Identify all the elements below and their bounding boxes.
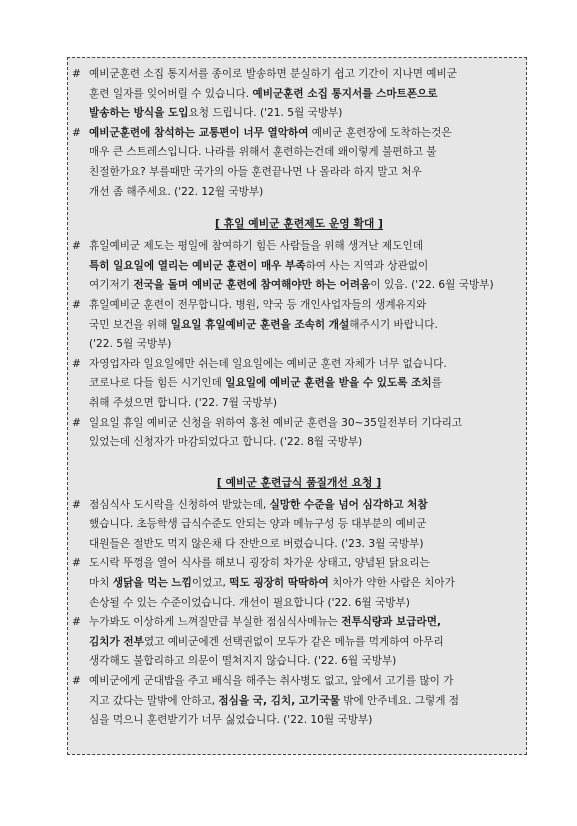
text-line [89, 535, 528, 555]
hash-bullet: # [72, 498, 81, 511]
body-text: 손상될 수 있는 수준이었습니다. 개선이 필요합니다 ('22. 6월 국방부) [89, 596, 410, 609]
body-text: 자영업자라 일요일에만 쉬는데 일요일에는 예비군 훈련 자체가 너무 없습니다. [89, 357, 447, 370]
text-line [89, 692, 528, 712]
body-text: 휴일예비군 훈련이 전무합니다. 병원, 약국 등 개인사업자들의 생계유지와 [89, 298, 427, 311]
body-text: 친절한가요? 부를때만 국가의 아들 훈련끝나면 나 몰라라 하지 말고 처우 [89, 165, 422, 178]
petition-item [70, 672, 528, 731]
petition-item [70, 237, 528, 296]
text-line [89, 65, 528, 85]
body-text: 점심식사 도시락을 신청하여 받았는데, [89, 498, 270, 511]
text-line [89, 276, 528, 296]
text-line [89, 574, 528, 594]
hash-bullet: # [72, 126, 81, 139]
body-text: 개선 좀 해주세요. ('22. 12월 국방부) [89, 185, 264, 198]
body-text: 마치 [89, 577, 113, 590]
body-text: 국민 보건을 위해 [89, 318, 171, 331]
text-line [89, 672, 528, 692]
text-line [89, 296, 528, 316]
emphasis-text: 전국을 돌며 예비군 훈련에 참여해야만 하는 어려움 [133, 279, 371, 292]
text-line [89, 613, 528, 633]
emphasis-text: 생닭을 먹는 느낌 [112, 577, 192, 590]
body-text: 심을 먹으니 훈련받기가 너무 싫었습니다. ('22. 10월 국방부) [89, 714, 373, 727]
section-holiday-training [70, 237, 528, 453]
emphasis-text: 발송하는 방식을 도입 [89, 107, 189, 120]
hash-bullet: # [72, 416, 81, 429]
text-line [89, 633, 528, 653]
body-text: 했습니다. 초등학생 급식수준도 안되는 양과 메뉴구성 등 대부분의 예비군 [89, 518, 427, 531]
hash-bullet: # [72, 240, 81, 253]
hash-bullet: # [72, 298, 81, 311]
body-text: 훈련 일자를 잊어버릴 수 있습니다. [89, 87, 253, 100]
section-intro [70, 65, 528, 202]
text-line [89, 257, 528, 277]
text-line [89, 711, 528, 731]
body-text: 밖에 안주네요. 그렇게 점 [339, 694, 460, 707]
body-text: 치아가 약한 사람은 치아가 [328, 577, 455, 590]
text-line [89, 594, 528, 614]
text-line [89, 652, 528, 672]
body-text: 예비군 훈련장에 도착하는것은 [308, 126, 452, 139]
emphasis-text: 떡도 굉장히 딱딱하여 [229, 577, 329, 590]
emphasis-text: 점심을 국, 김치, 고기국물 [218, 694, 340, 707]
body-text: 도시락 뚜껑을 열어 식사를 해보니 굉장히 차가운 상태고, 양념된 닭요리는 [89, 557, 430, 570]
emphasis-text: 일요일에 예비군 훈련을 받을 수 있도록 조치 [225, 377, 432, 390]
body-text: 있었는데 신청자가 마감되었다고 합니다. ('22. 8월 국방부) [89, 436, 363, 449]
text-line [89, 433, 528, 453]
body-text: 일요일 휴일 예비군 신청을 위하여 홍천 예비군 훈련을 30~35일전부터 기다리고 [89, 416, 463, 429]
emphasis-text: 일요일 휴일예비군 훈련을 조속히 개설 [170, 318, 350, 331]
body-text: 누가봐도 이상하게 느껴질만큼 부실한 점심식사메뉴는 [89, 616, 342, 629]
petition-item [70, 613, 528, 672]
petition-item [70, 554, 528, 613]
body-text: 대원들은 절반도 먹지 않은채 다 잔반으로 버렸습니다. ('23. 3월 국방부) [89, 537, 424, 550]
body-text: 취해 주셨으면 합니다. ('22. 7월 국방부) [89, 396, 278, 409]
text-line [89, 183, 528, 203]
petition-item [70, 124, 528, 202]
text-line [89, 237, 528, 257]
body-text: 를 [431, 377, 442, 390]
body-text: 요청 드립니다. ('21. 5월 국방부) [188, 107, 343, 120]
body-text: 매우 큰 스트레스입니다. 나라를 위해서 훈련하는건데 왜이렇게 불편하고 불 [89, 146, 437, 159]
body-text: 였고 예비군에겐 선택권없이 모두가 같은 메뉴를 먹게하여 아무리 [143, 635, 444, 648]
body-text: 하여 사는 지역과 상관없이 [305, 259, 429, 272]
hash-bullet: # [72, 557, 81, 570]
text-line [89, 515, 528, 535]
text-line [89, 554, 528, 574]
text-line [89, 335, 528, 355]
text-line [89, 124, 528, 144]
text-line [89, 104, 528, 124]
text-line [89, 374, 528, 394]
body-text: 이었고, [191, 577, 230, 590]
section-heading-meal-quality: [ 예비군 훈련급식 품질개선 요청 ] [216, 475, 382, 489]
body-text: 예비군에게 군대밥을 주고 배식을 해주는 취사병도 없고, 앞에서 고기를 많이 가 [89, 675, 454, 688]
petition-item [70, 355, 528, 414]
section-meal-quality [70, 496, 528, 731]
section-heading-holiday-training: [ 휴일 예비군 훈련제도 운영 확대 ] [214, 217, 383, 231]
petition-item [70, 496, 528, 555]
text-line [89, 85, 528, 105]
petition-item [70, 65, 528, 124]
body-text: ('22. 5월 국방부) [89, 338, 172, 351]
body-text: 이 있음. ('22. 6월 국방부) [370, 279, 494, 292]
emphasis-text: 김치가 전부 [89, 635, 144, 648]
text-line [89, 355, 528, 375]
body-text: 예비군훈련 소집 통지서를 종이로 발송하면 분실하기 쉽고 기간이 지나면 예비군 [89, 68, 458, 80]
petition-item [70, 414, 528, 453]
body-text: 코로나로 다들 힘든 시기인데 [89, 377, 226, 390]
body-text: 생각해도 불합리하고 의문이 떨쳐지지 않습니다. ('22. 6월 국방부) [89, 655, 397, 668]
hash-bullet: # [72, 357, 81, 370]
text-line [89, 496, 528, 516]
emphasis-text: 실망한 수준을 넘어 심각하고 처참 [269, 498, 428, 511]
body-text: 휴일예비군 제도는 평일에 참여하기 힘든 사람들을 위해 생겨난 제도인데 [89, 240, 423, 253]
emphasis-text: 특히 일요일에 열리는 예비군 훈련이 매우 부족 [89, 259, 306, 272]
text-line [89, 394, 528, 414]
text-line [89, 316, 528, 336]
petition-item [70, 296, 528, 355]
emphasis-text: 예비군훈련에 참석하는 교통편이 너무 열악하여 [89, 126, 309, 139]
hash-bullet: # [72, 675, 81, 688]
hash-bullet: # [72, 68, 81, 80]
body-text: 해주시기 바랍니다. [349, 318, 438, 331]
body-text: 여기저기 [89, 279, 134, 292]
text-line [89, 143, 528, 163]
emphasis-text: 전투식량과 보급라면, [341, 616, 442, 629]
emphasis-text: 예비군훈련 소집 통지서를 스마트폰으로 [252, 87, 438, 100]
body-text: 지고 갔다는 말밖에 안하고, [89, 694, 219, 707]
text-line [89, 163, 528, 183]
hash-bullet: # [72, 616, 81, 629]
text-line [89, 414, 528, 434]
document-content [70, 65, 528, 731]
